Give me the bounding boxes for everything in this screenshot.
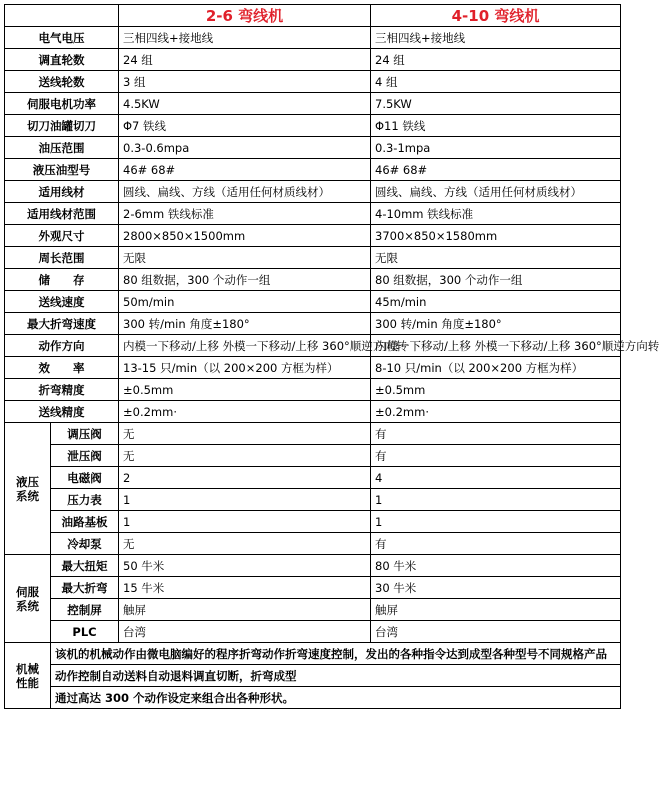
spec-row [5,269,621,291]
servo-system-row [5,621,621,643]
spec-value-b: 圆线、扁线、方线（适用任何材质线材） [371,181,621,203]
spec-value-a: 2800×850×1500mm [119,225,371,247]
hydraulic-system-value-a: 无 [119,423,371,445]
spec-label: 伺服电机功率 [5,93,119,115]
spec-label: 电气电压 [5,27,119,49]
spec-label: 适用线材范围 [5,203,119,225]
performance-group-label: 机械 性能 [5,643,51,709]
spec-row [5,137,621,159]
spec-value-b: Φ11 铁线 [371,115,621,137]
spec-label: 适用线材 [5,181,119,203]
spec-value-a: 46# 68# [119,159,371,181]
spec-row [5,203,621,225]
spec-value-a: 无限 [119,247,371,269]
hydraulic-system-value-a: 2 [119,467,371,489]
hydraulic-system-value-a: 1 [119,489,371,511]
spec-value-a: ±0.5mm [119,379,371,401]
hydraulic-system-item-label: 泄压阀 [51,445,119,467]
spec-value-b: 三相四线+接地线 [371,27,621,49]
hydraulic-system-value-b: 1 [371,511,621,533]
spec-value-a: 三相四线+接地线 [119,27,371,49]
servo-system-row [5,577,621,599]
spec-row [5,401,621,423]
spec-value-a: 2-6mm 铁线标准 [119,203,371,225]
hydraulic-system-item-label: 电磁阀 [51,467,119,489]
spec-value-b: ±0.5mm [371,379,621,401]
spec-value-b: 46# 68# [371,159,621,181]
hydraulic-system-row [5,489,621,511]
spec-value-b: 无限 [371,247,621,269]
spec-value-a: 4.5KW [119,93,371,115]
spec-row [5,71,621,93]
servo-system-row [5,599,621,621]
spec-value-a: 13-15 只/min（以 200×200 方框为样） [119,357,371,379]
spec-value-a: 50m/min [119,291,371,313]
spec-label: 效 率 [5,357,119,379]
spec-row [5,93,621,115]
hydraulic-system-item-label: 油路基板 [51,511,119,533]
spec-value-b: 24 组 [371,49,621,71]
performance-note: 该机的机械动作由微电脑编好的程序折弯动作折弯速度控制，发出的各种指令达到成型各种型号不同规格产品 [51,643,621,665]
spec-value-a: 80 组数据，300 个动作一组 [119,269,371,291]
servo-system-value-a: 触屏 [119,599,371,621]
hydraulic-system-value-b: 1 [371,489,621,511]
performance-row [5,665,621,687]
hydraulic-system-row [5,423,621,445]
servo-system-value-b: 30 牛米 [371,577,621,599]
spec-value-b: 80 组数据，300 个动作一组 [371,269,621,291]
hydraulic-system-row [5,511,621,533]
spec-value-b: 内模一下移动/上移 外模一下移动/上移 360°顺逆方向转 [371,335,621,357]
spec-value-a: ±0.2mm· [119,401,371,423]
spec-label: 送线速度 [5,291,119,313]
spec-label: 动作方向 [5,335,119,357]
header-row [5,5,621,27]
spec-value-b: 4-10mm 铁线标准 [371,203,621,225]
hydraulic-system-row [5,445,621,467]
model-a-header: 2-6 弯线机 [119,5,371,27]
spec-row [5,379,621,401]
spec-table [4,4,659,709]
servo-system-item-label: 控制屏 [51,599,119,621]
performance-row [5,687,621,709]
spec-value-b: 3700×850×1580mm [371,225,621,247]
spec-label: 送线精度 [5,401,119,423]
hydraulic-system-value-a: 1 [119,511,371,533]
spec-row [5,27,621,49]
spec-value-a: Φ7 铁线 [119,115,371,137]
spec-value-a: 300 转/min 角度±180° [119,313,371,335]
spec-label: 油压范围 [5,137,119,159]
hydraulic-system-value-b: 有 [371,423,621,445]
spec-label: 送线轮数 [5,71,119,93]
servo-system-value-b: 80 牛米 [371,555,621,577]
hydraulic-system-row [5,467,621,489]
model-b-header: 4-10 弯线机 [371,5,621,27]
servo-system-row [5,555,621,577]
servo-system-value-a: 台湾 [119,621,371,643]
spec-value-a: 3 组 [119,71,371,93]
spec-label: 周长范围 [5,247,119,269]
hydraulic-system-row [5,533,621,555]
hydraulic-system-item-label: 压力表 [51,489,119,511]
spec-row [5,335,621,357]
hydraulic-system-value-a: 无 [119,445,371,467]
servo-system-item-label: 最大扭矩 [51,555,119,577]
header-blank [5,5,119,27]
spec-label: 储 存 [5,269,119,291]
spec-value-a: 0.3-0.6mpa [119,137,371,159]
spec-row [5,225,621,247]
spec-value-b: 8-10 只/min（以 200×200 方框为样） [371,357,621,379]
servo-system-item-label: PLC [51,621,119,643]
spec-row [5,49,621,71]
spec-label: 折弯精度 [5,379,119,401]
spec-row [5,159,621,181]
spec-label: 最大折弯速度 [5,313,119,335]
spec-label: 外观尺寸 [5,225,119,247]
spec-value-b: 0.3-1mpa [371,137,621,159]
spec-row [5,181,621,203]
hydraulic-system-value-b: 4 [371,467,621,489]
spec-value-b: 300 转/min 角度±180° [371,313,621,335]
servo-system-value-b: 台湾 [371,621,621,643]
spec-value-a: 内模一下移动/上移 外模一下移动/上移 360°顺逆方向转 [119,335,371,357]
hydraulic-system-item-label: 调压阀 [51,423,119,445]
spec-value-b: 7.5KW [371,93,621,115]
hydraulic-system-value-b: 有 [371,533,621,555]
spec-label: 切刀油罐切刀 [5,115,119,137]
spec-row [5,115,621,137]
spec-row [5,247,621,269]
servo-system-group-label: 伺服 系统 [5,555,51,643]
hydraulic-system-value-b: 有 [371,445,621,467]
spec-value-a: 圆线、扁线、方线（适用任何材质线材） [119,181,371,203]
spec-label: 液压油型号 [5,159,119,181]
spec-row [5,291,621,313]
spec-row [5,313,621,335]
spec-value-b: 45m/min [371,291,621,313]
hydraulic-system-value-a: 无 [119,533,371,555]
servo-system-value-a: 50 牛米 [119,555,371,577]
hydraulic-system-item-label: 冷却泵 [51,533,119,555]
performance-row [5,643,621,665]
spec-value-a: 24 组 [119,49,371,71]
spec-value-b: 4 组 [371,71,621,93]
performance-note: 通过高达 300 个动作设定来组合出各种形状。 [51,687,621,709]
spec-value-b: ±0.2mm· [371,401,621,423]
servo-system-value-b: 触屏 [371,599,621,621]
performance-note: 动作控制自动送料自动退料调直切断，折弯成型 [51,665,621,687]
spec-label: 调直轮数 [5,49,119,71]
servo-system-value-a: 15 牛米 [119,577,371,599]
hydraulic-system-group-label: 液压 系统 [5,423,51,555]
servo-system-item-label: 最大折弯 [51,577,119,599]
spec-row [5,357,621,379]
